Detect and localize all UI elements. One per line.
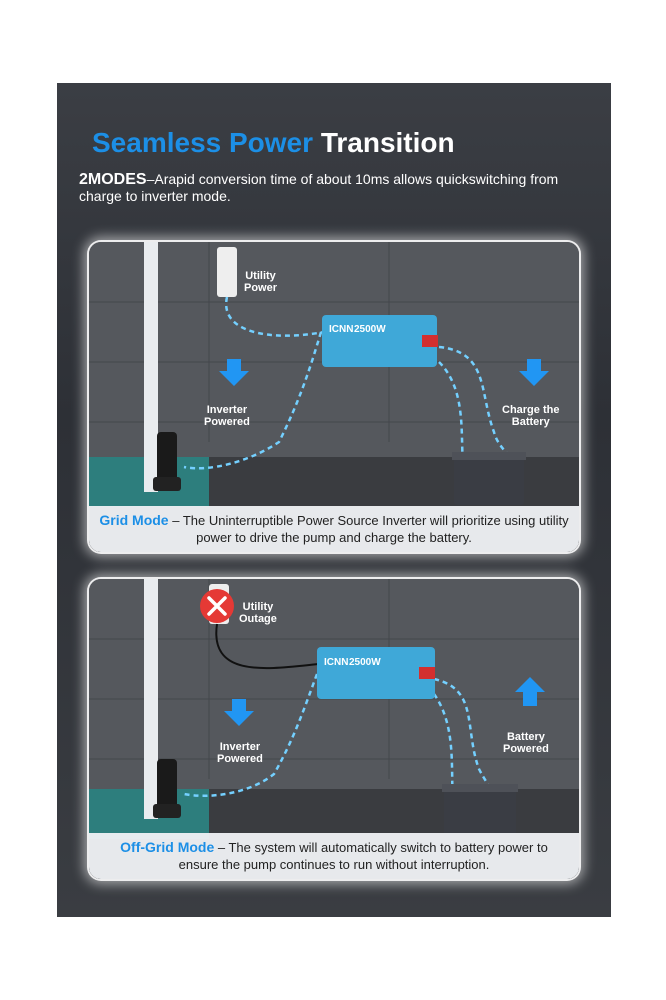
utility-power-label: Utility Power [244,270,278,294]
grid-mode-panel [87,240,581,554]
inverter-brand: ICNN [329,324,354,335]
battery-powered-label: Battery Powered [503,731,549,755]
subtitle-strong: 2MODES [79,171,147,188]
subtitle [79,171,599,204]
battery [452,452,526,505]
inverter-watts: 2500W [349,657,381,668]
water-pipe [144,242,158,492]
headline-highlight: Seamless Power [92,127,314,158]
utility-outage-label: Utility Outage [239,601,277,625]
product-banner [57,83,611,917]
inverter [322,315,438,367]
subtitle-text: –Arapid conversion time of about 10ms allows quickswitching from charge to inverter mode. [79,171,559,204]
charge-battery-label: Charge the Battery [502,404,560,428]
headline [92,127,455,159]
battery [442,784,518,839]
grid-mode-description: – The Uninterruptible Power Source Inverter will prioritize using utility power to drive the pump and charge the battery. [168,513,569,545]
outage-x-icon [200,589,234,623]
grid-mode-caption [89,506,579,552]
off-grid-mode-caption [89,833,579,879]
inverter-powered-label: Inverter Powered [204,404,250,428]
grid-mode-title: Grid Mode [99,512,169,528]
off-grid-mode-description: – The system will automatically switch to battery power to ensure the pump continues to run without interruption. [178,840,548,872]
pump [153,759,181,818]
inverter-powered-label: Inverter Powered [217,741,263,765]
power-strip [217,247,237,297]
inverter-brand: ICNN [324,657,349,668]
inverter [317,647,435,699]
water-pipe [144,579,158,819]
off-grid-mode-title: Off-Grid Mode [120,839,215,855]
headline-rest: Transition [320,127,455,158]
off-grid-mode-panel [87,577,581,881]
inverter-watts: 2500W [354,324,386,335]
pump [153,432,181,491]
